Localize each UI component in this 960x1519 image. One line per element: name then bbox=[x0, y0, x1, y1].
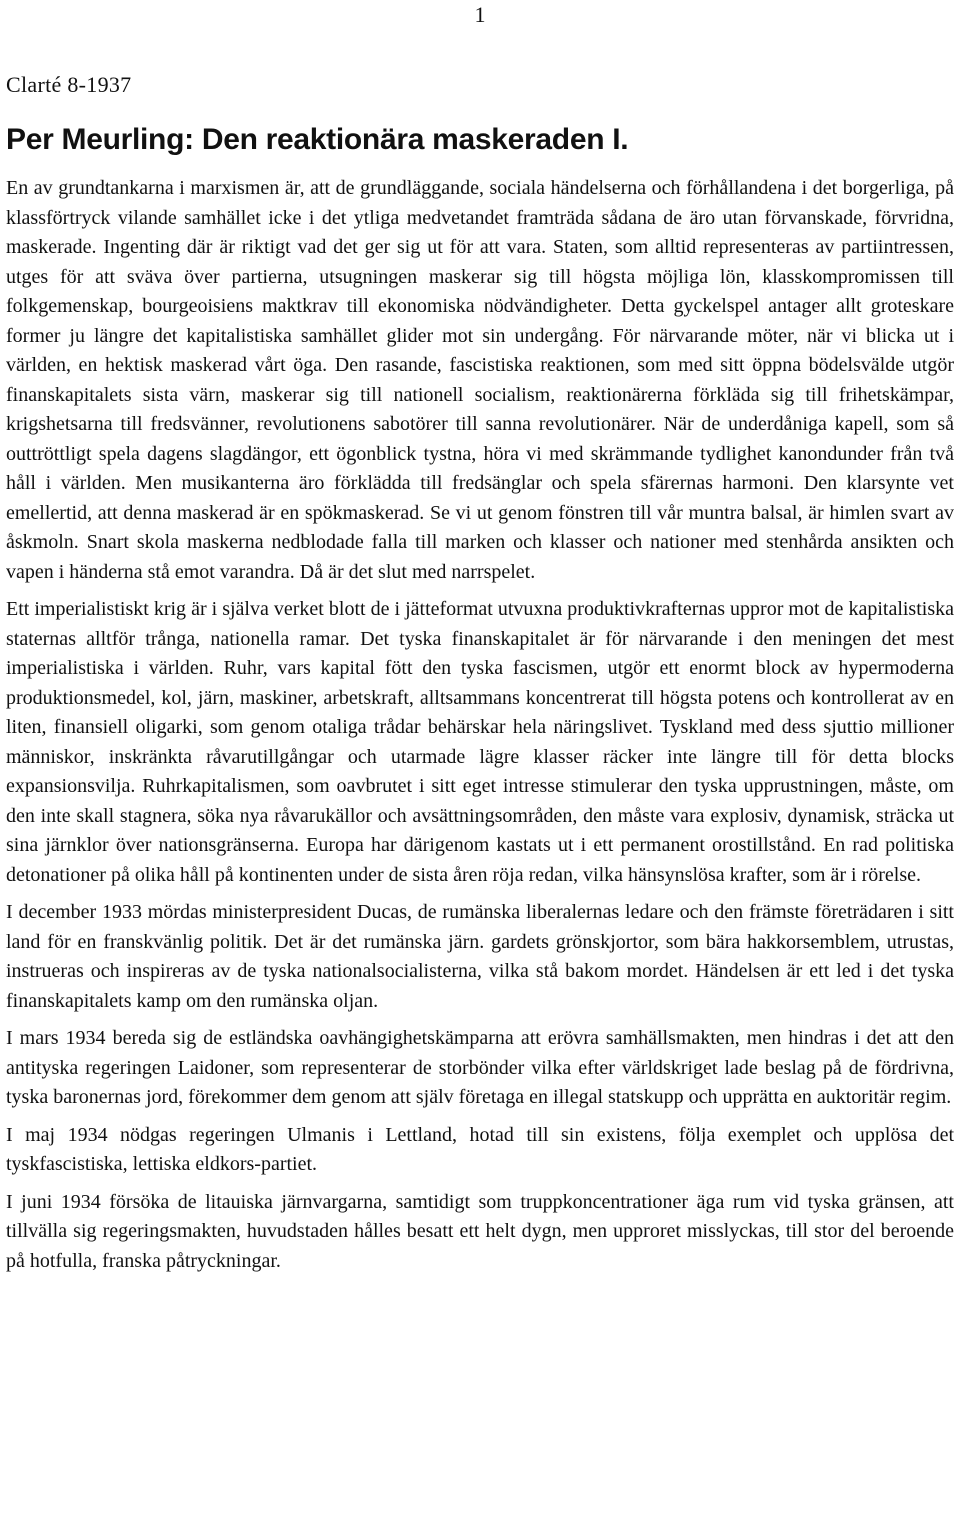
article-body bbox=[6, 174, 954, 1284]
article-title: Per Meurling: Den reaktionära maskeraden I. bbox=[6, 123, 629, 156]
paragraph-2: Ett imperialistiskt krig är i själva verket blott de i jätteformat utvuxna produktivkrafternas uppror mot de kapitalistiska staternas alltför trånga, nationella ramar. Det tyska finanskapitalet är för närvarande i den meningen det mest imperialistiska i världen. Ruhr, vars kapital fött den tyska fascismen, utgör ett enormt block av hypermoderna produktionsmedel, kol, järn, maskiner, arbetskraft, alltsammans koncentrerat till högsta potens och kontrollerat av en liten, finansiell oligarki, som genom otaliga trådar behärskar hela näringslivet. Tyskland med dess sjuttio millioner människor, inskränkta råvarutillgångar och utarmade lägre klasser räcker inte längre till för detta blocks expansionsvilja. Ruhrkapitalismen, som oavbrutet i sitt eget intresse stimulerar den tyska upprustningen, måste, om den inte skall stagnera, söka nya råvarukällor och avsättningsområden, den måste vara explosiv, dynamisk, sträcka ut sina järnklor över nationsgränserna. Europa har därigenom kastats ut i ett permanent orostillstånd. En rad politiska detonationer på olika håll på kontinenten under de sista åren röja redan, vilka hänsynslösa krafter, som är i rörelse. bbox=[6, 598, 954, 886]
paragraph-3: I december 1933 mördas ministerpresident Ducas, de rumänska liberalernas ledare och den främste företrädaren i sitt land för en franskvänlig politik. Det är det rumänska järn. gardets grönskjortor, som bära hakkorsemblem, utrustas, instrueras och inspireras av de tyska nationalsocialisterna, vilka stå bakom mordet. Händelsen är ett led i det tyska finanskapitalets kamp om den rumänska oljan. bbox=[6, 901, 954, 1012]
source-line: Clarté 8-1937 bbox=[6, 72, 132, 97]
paragraph-6: I juni 1934 försöka de litauiska järnvargarna, samtidigt som truppkoncentrationer äga rum vid tyska gränsen, att tillvälla sig regeringsmakten, huvudstaden hålles besatt ett helt dygn, men upproret misslyckas, till stor del beroende på hotfulla, franska påtryckningar. bbox=[6, 1190, 954, 1272]
page-number: 1 bbox=[474, 2, 486, 27]
paragraph-4: I mars 1934 bereda sig de estländska oavhängighetskämparna att erövra samhällsmakten, men hindras i det att den antityska regeringen Laidoner, som representerar de storbönder vilka efter världskriget lade beslag på de fördrivna, tyska baronernas jord, förekommer dem genom att själv företaga en illegal statskupp och upprätta en auktoritär regim. bbox=[6, 1027, 954, 1108]
paragraph-1: En av grundtankarna i marxismen är, att de grundläggande, sociala händelserna och förhållandena i det borgerliga, på klassförtryck vilande samhället icke i det ytliga medvetandet framträda sådana de äro utan förvanskade, förvridna, maskerade. Ingenting där är riktigt vad det ger sig ut för att vara. Staten, som alltid representeras av partiintressen, utges för att sväva över partierna, utsugningen maskerar sig till högsta möjliga lön, klasskompromissen till folkgemenskap, bourgeoisiens maktkrav till ekonomiska nödvändigheter. Detta gyckelspel antager allt groteskare former ju längre det kapitalistiska samhället glider mot sin undergång. För närvarande möter, när vi blicka ut i världen, en hektisk maskerad vårt öga. Den rasande, fascistiska reaktionen, som med sitt öppna bödelsvälde utgör finanskapitalets sista värn, maskerar sig till nationell socialism, reaktionärerna förkläda sig till frihetskämpar, krigshetsarna till fredsvänner, revolutionens sabotörer till sanna revolutionärer. När de underdåniga kapell, som så outtröttligt spela dagens slagdängor, ett ögonblick tystna, höra vi med skrämmande tydlighet kanondunder från två håll i världen. Men musikanterna äro förklädda till fredsänglar och spela sfärernas harmoni. Den klarsynte vet emellertid, att denna maskerad är en spökmaskerad. Se vi ut genom fönstren till vår muntra balsal, är himlen svart av åskmoln. Snart skola maskerna nedblodade falla till marken och klasser och nationer med stenhårda ansikten och vapen i händerna stå emot varandra. Då är det slut med narrspelet. bbox=[6, 177, 954, 583]
paragraph-5: I maj 1934 nödgas regeringen Ulmanis i Lettland, hotad till sin existens, följa exemplet och upplösa det tyskfascistiska, lettiska eldkors-partiet. bbox=[6, 1123, 954, 1175]
